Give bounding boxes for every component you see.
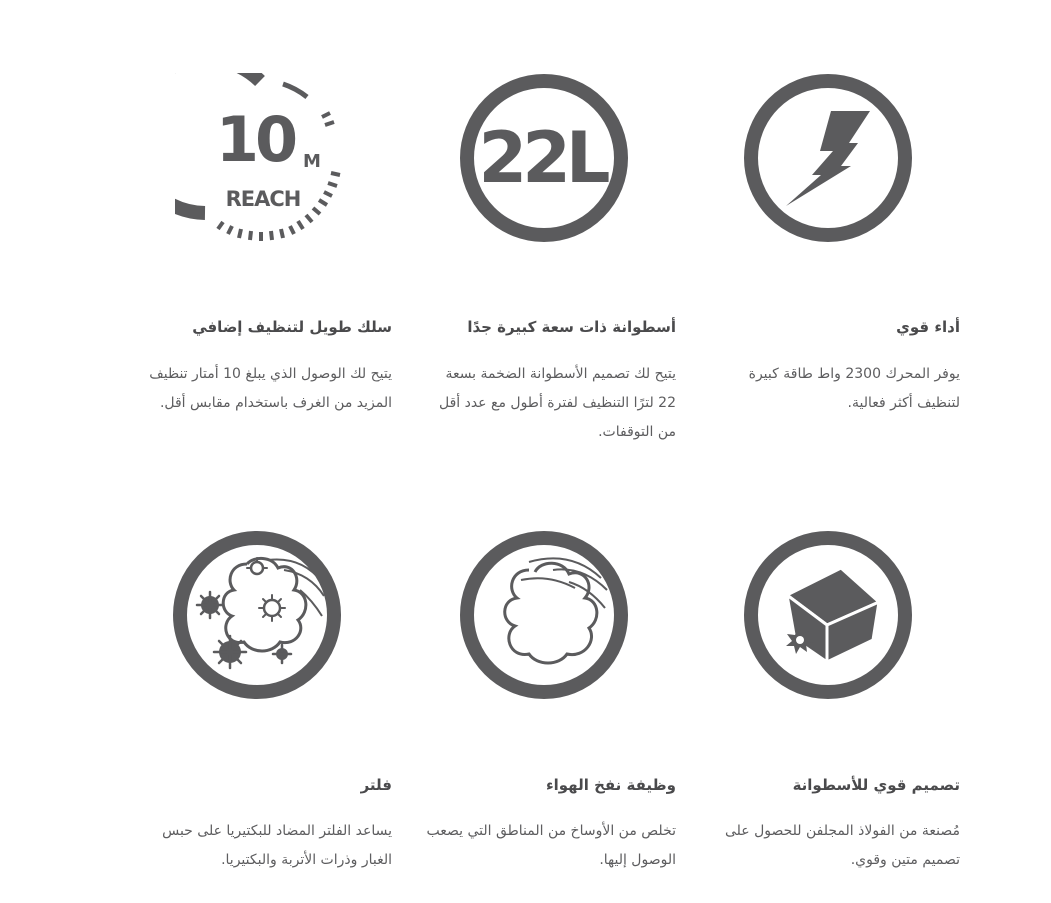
steel-cube-icon — [743, 530, 913, 700]
feature-description: يتيح لك تصميم الأسطوانة الضخمة بسعة 22 لترًا التنظيف لفترة أطول مع عدد أقل من التوقفات. — [438, 366, 676, 440]
feature-description: يتيح لك الوصول الذي يبلغ 10 أمتار تنظيف المزيد من الغرف باستخدام مقابس أقل. — [149, 366, 392, 411]
reach-label: REACH — [225, 187, 301, 211]
feature-title: وظيفة نفخ الهواء — [545, 776, 676, 794]
lightning-icon — [743, 73, 913, 243]
reach-unit: M — [303, 151, 321, 172]
feature-title: سلك طويل لتنظيف إضافي — [192, 318, 392, 336]
feature-description: يوفر المحرك 2300 واط طاقة كبيرة لتنظيف أكثر فعالية. — [748, 366, 960, 411]
feature-title: تصميم قوي للأسطوانة — [792, 776, 960, 794]
filter-bacteria-icon — [172, 530, 342, 700]
air-blow-icon — [459, 530, 629, 700]
feature-description: تخلص من الأوساخ من المناطق التي يصعب الوصول إليها. — [426, 823, 676, 868]
feature-description: مُصنعة من الفولاذ المجلفن للحصول على تصميم متين وقوي. — [724, 823, 960, 868]
capacity-text: 22L — [478, 117, 606, 199]
feature-title: فلتر — [360, 776, 392, 794]
22l-capacity-icon — [459, 73, 629, 243]
10m-reach-icon — [175, 73, 345, 243]
feature-title: أسطوانة ذات سعة كبيرة جدًا — [467, 318, 676, 336]
reach-number: 10 — [215, 103, 295, 176]
feature-description: يساعد الفلتر المضاد للبكتيريا على حبس الغبار وذرات الأتربة والبكتيريا. — [162, 823, 392, 868]
feature-title: أداء قوي — [896, 318, 960, 336]
